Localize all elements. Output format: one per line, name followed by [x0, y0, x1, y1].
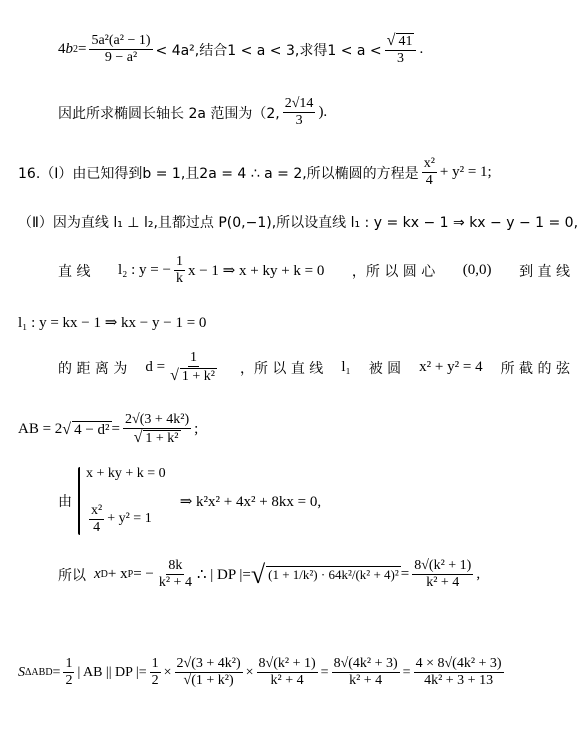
text: (0,0): [462, 262, 492, 279]
text: 直 线: [58, 263, 91, 280]
fraction: [257, 656, 318, 689]
numerator: 8√(k² + 1): [412, 558, 473, 575]
var-x: x: [94, 566, 101, 583]
numerator: 5a²(a² − 1): [89, 33, 152, 50]
text: 所以: [58, 567, 86, 584]
text: 因此所求椭圆长轴长 2a 范围为（2,: [58, 105, 280, 122]
radicand: 4 − d²: [74, 421, 110, 438]
numerator: 1: [174, 254, 185, 271]
text: x² + y² = 4: [419, 359, 483, 376]
text-line-8: AB = 2 √ 4 − d² = $\frac{\text{2√(3 + 4k²)}}{\text{√ 1 + k²}}$ ;: [18, 412, 199, 447]
fraction: [174, 254, 185, 287]
text: l₂ : y = −: [117, 262, 171, 279]
brace: [78, 467, 80, 535]
text-line-10: 所以 x D + x P = − $\frac{8k}{\text{k² + 4}}$ ∴ | DP |= √ (1 + 1/k²) · 64k²/(k² + 4)² = $\frac{\text{8√(k² + 1)}}{\text{k² + 4}}$ ,: [58, 558, 481, 591]
var-b: b: [65, 41, 73, 58]
text: =: [52, 664, 61, 680]
equation-line-1: [58, 32, 423, 67]
denominator: k: [175, 271, 183, 287]
sup: 2: [73, 44, 78, 56]
text: b = 1,且2a = 4 ∴ a = 2,所以椭圆的方程是: [142, 165, 419, 182]
formula: [145, 350, 222, 385]
numerator: x²: [422, 156, 437, 173]
fraction: [63, 656, 74, 689]
equation-system: [86, 466, 166, 536]
fraction: [332, 656, 400, 689]
text: =: [111, 421, 121, 438]
fraction: [175, 656, 243, 689]
text: d =: [145, 359, 166, 376]
numerator: 2√14: [283, 96, 316, 113]
text: + y² = 1: [107, 511, 152, 527]
numerator: 8k: [166, 558, 184, 575]
fraction: [412, 558, 473, 591]
sub: ΔABD: [25, 667, 53, 679]
text: ，所 以 直 线: [239, 360, 324, 377]
text: =: [400, 566, 410, 583]
text: l₁ : y = kx − 1 ⇒ kx − y − 1 = 0: [18, 315, 207, 331]
text: + x: [107, 566, 128, 583]
numerator: √ 41: [385, 32, 417, 51]
text: 由: [58, 494, 72, 510]
text: ⇒ k²x² + 4x² + 8kx = 0,: [179, 493, 322, 510]
text: x − 1 ⇒ x + ky + k = 0: [187, 263, 325, 280]
text: （Ⅱ）因为直线 l₁ ⊥ l₂,且都过点 P(0,−1),所以设直线 l₁ : y = kx − 1 ⇒ kx − y − 1 = 0,: [18, 215, 579, 231]
formula: [118, 254, 324, 287]
text: AB = 2: [18, 421, 63, 438]
text: l₁: [341, 359, 351, 376]
radicand: 41: [398, 34, 413, 49]
numerator: 8√(k² + 1): [257, 656, 318, 673]
sub: P: [127, 569, 134, 581]
fraction: [283, 96, 316, 129]
fraction: [385, 32, 417, 67]
text: ，所 以 圆 心: [351, 263, 436, 280]
text: ×: [163, 664, 172, 680]
numerator: 1: [150, 656, 161, 673]
radicand: 1 + k²: [145, 431, 179, 447]
numerator: 2√(3 + 4k²): [123, 412, 191, 429]
fraction: [150, 656, 161, 689]
denominator: 3: [397, 51, 405, 67]
denominator: 9 − a²: [104, 50, 138, 66]
text: | AB || DP |=: [77, 664, 147, 680]
text: 的 距 离 为: [58, 360, 128, 377]
radicand: (1 + 1/k²) · 64k²/(k² + 4)²: [268, 567, 399, 583]
denominator: 4: [425, 173, 433, 189]
fraction: [414, 656, 504, 689]
text: = −: [133, 566, 154, 583]
denominator: √ 1 + k²: [170, 367, 215, 385]
denominator: 3: [295, 113, 303, 129]
text-line-2: [58, 96, 327, 129]
denominator: 4k² + 3 + 13: [424, 673, 494, 689]
numerator: 2√(3 + 4k²): [175, 656, 243, 673]
numerator: x²: [89, 503, 104, 520]
text-line-4: [18, 212, 578, 232]
text: + y² = 1;: [439, 164, 492, 181]
text-line-7: [58, 350, 570, 385]
text: ;: [194, 421, 199, 438]
var-s: S: [18, 664, 25, 680]
equation: [86, 503, 166, 536]
text-line-6: [18, 313, 206, 332]
denominator: 2: [151, 673, 159, 689]
denominator: k² + 4: [270, 673, 304, 689]
denominator: 4: [93, 519, 101, 535]
fraction: [168, 350, 219, 385]
numerator: 1: [188, 350, 199, 367]
fraction: [123, 412, 191, 447]
text: =: [320, 664, 329, 680]
denominator: 2: [65, 673, 73, 689]
fraction: [89, 33, 152, 66]
text-line-11: [18, 656, 507, 689]
text: 4: [58, 41, 66, 58]
radicand: 1 + k²: [181, 369, 215, 385]
denominator: √ 1 + k²: [133, 429, 179, 447]
numerator: 8√(4k² + 3): [332, 656, 400, 673]
equation: x + ky + k = 0: [86, 466, 166, 481]
fraction: [89, 503, 104, 536]
text-line-9: [58, 466, 321, 536]
text: < 4a²,结合1 < a < 3,求得1 < a <: [155, 42, 382, 59]
text: 到 直 线: [519, 263, 570, 280]
denominator: k² + 4: [426, 575, 460, 591]
text: =: [402, 664, 411, 680]
text: ).: [318, 104, 328, 121]
text: ∴ | DP |=: [196, 567, 251, 584]
numerator: 4 × 8√(4k² + 3): [414, 656, 504, 673]
text: 16.（Ⅰ）由已知得到: [18, 165, 143, 182]
text: ×: [245, 664, 254, 680]
denominator: k² + 4: [158, 575, 192, 591]
numerator: 1: [63, 656, 74, 673]
sub: D: [100, 569, 108, 581]
text: =: [78, 41, 87, 58]
text: 被 圆: [368, 360, 402, 377]
denominator: √(1 + k²): [183, 673, 234, 689]
fraction: [422, 156, 437, 189]
text-line-5: [58, 254, 570, 287]
text: .: [419, 41, 424, 58]
text: ,: [476, 566, 481, 583]
text-line-3: [18, 156, 492, 189]
denominator: k² + 4: [349, 673, 383, 689]
text: 所 截 的 弦: [500, 360, 570, 377]
fraction: [157, 558, 194, 591]
